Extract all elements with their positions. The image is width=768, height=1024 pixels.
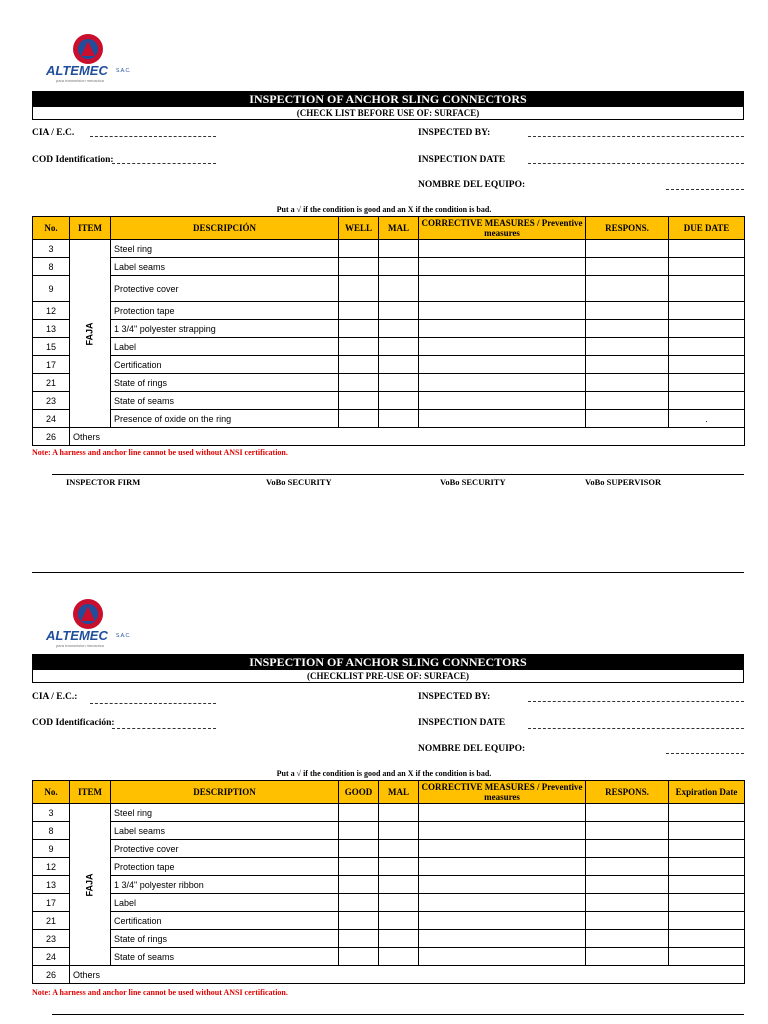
respons-cell[interactable] [586,822,669,840]
bad-cell[interactable] [379,912,419,930]
good-cell[interactable] [339,822,379,840]
row-number: 23 [33,392,70,410]
table-row [33,876,745,894]
col-item: ITEM [70,217,111,240]
inspected-by-label: INSPECTED BY: [418,692,491,702]
row-description: State of rings [111,374,339,392]
equipment-label: NOMBRE DEL EQUIPO: [418,180,526,190]
bad-cell[interactable] [379,822,419,840]
row-description: Presence of oxide on the ring [111,410,339,428]
svg-text:para transmision mecanica: para transmision mecanica [56,78,104,83]
signature-security-1: VoBo SECURITY [266,477,332,487]
row-number: 24 [33,948,70,966]
signature-supervisor: VoBo SUPERVISOR [585,477,662,487]
instruction-text: Put a √ if the condition is good and an X if the condition is bad. [276,205,492,214]
row-number: 12 [33,302,70,320]
table-row [33,912,745,930]
row-number: 9 [33,276,70,302]
row-number: 13 [33,320,70,338]
row-description: Protection tape [111,302,339,320]
inspection-date-label: INSPECTION DATE [418,155,506,165]
col-respons: RESPONS. [586,781,669,804]
row-description: Label [111,338,339,356]
table-row [33,804,745,822]
good-cell[interactable] [339,930,379,948]
signature-security-2: VoBo SECURITY [440,477,506,487]
row-description: Steel ring [111,804,339,822]
col-respons: RESPONS. [586,217,669,240]
ansi-note: Note: A harness and anchor line cannot be used without ANSI certification. [32,448,288,457]
col-no: No. [33,217,70,240]
respons-cell[interactable] [586,858,669,876]
col-measures: CORRECTIVE MEASURES / Preventive measures [419,217,586,240]
row-description: 1 3/4" polyester ribbon [111,876,339,894]
inspection-date-label: INSPECTION DATE [418,718,506,728]
col-bad: MAL [379,781,419,804]
row-description: State of seams [111,948,339,966]
measures-cell[interactable] [419,948,586,966]
table-row [33,948,745,966]
respons-cell[interactable] [586,840,669,858]
svg-text:S.A.C.: S.A.C. [116,633,131,639]
col-due-date: DUE DATE [669,217,745,240]
signature-line [52,1014,744,1015]
form-title: INSPECTION OF ANCHOR SLING CONNECTORS [32,91,744,107]
row-number: 9 [33,840,70,858]
col-item: ITEM [70,781,111,804]
good-cell[interactable] [339,948,379,966]
row-number: 26 [33,428,70,446]
measures-cell[interactable] [419,876,586,894]
cia-label: CIA / E.C. [32,128,75,138]
due-date-cell[interactable] [669,948,745,966]
good-cell[interactable] [339,804,379,822]
good-cell[interactable] [339,840,379,858]
respons-cell[interactable] [586,912,669,930]
row-number: 8 [33,822,70,840]
measures-cell[interactable] [419,840,586,858]
row-number: 3 [33,240,70,258]
inspection-date-field[interactable] [528,728,744,729]
respons-cell[interactable] [586,894,669,912]
others-label: Others [70,966,745,984]
row-number: 26 [33,966,70,984]
col-bad: MAL [379,217,419,240]
row-number: 15 [33,338,70,356]
due-date-cell[interactable] [669,912,745,930]
inspection-table [32,780,745,984]
row-description: Certification [111,912,339,930]
others-label: Others [70,428,745,446]
svg-text:S.A.C.: S.A.C. [116,68,131,74]
bad-cell[interactable] [379,930,419,948]
good-cell[interactable] [339,894,379,912]
row-number: 24 [33,410,70,428]
col-expiration-date: Expiration Date [669,781,745,804]
cod-field[interactable] [112,728,216,729]
measures-cell[interactable] [419,804,586,822]
form-title: INSPECTION OF ANCHOR SLING CONNECTORS [32,654,744,670]
due-date-cell[interactable] [669,840,745,858]
respons-cell[interactable] [586,804,669,822]
good-cell[interactable] [339,858,379,876]
inspected-by-field[interactable] [528,701,744,702]
cia-label: CIA / E.C.: [32,692,78,702]
item-group [70,804,111,966]
col-good: WELL [339,217,379,240]
measures-cell[interactable] [419,912,586,930]
due-date-cell[interactable] [669,858,745,876]
equipment-field[interactable] [666,753,744,754]
row-description: Protection tape [111,858,339,876]
row-description: State of seams [111,392,339,410]
col-good: GOOD [339,781,379,804]
form-subtitle: (CHECKLIST PRE-USE OF: SURFACE) [32,670,744,683]
signature-inspector: INSPECTOR FIRM [66,477,141,487]
bad-cell[interactable] [379,948,419,966]
table-row [33,894,745,912]
table-row-others [33,966,745,984]
due-date-cell[interactable] [669,822,745,840]
svg-text:ALTEMEC: ALTEMEC [46,628,108,643]
bad-cell[interactable] [379,840,419,858]
respons-cell[interactable] [586,930,669,948]
svg-text:para transmision mecanica: para transmision mecanica [56,643,104,648]
bad-cell[interactable] [379,804,419,822]
due-date-cell[interactable]: . [669,410,745,428]
row-number: 23 [33,930,70,948]
table-row [33,858,745,876]
bad-cell[interactable] [379,858,419,876]
row-number: 3 [33,804,70,822]
good-cell[interactable] [339,912,379,930]
cod-label: COD Identificación: [32,718,115,728]
col-description: DESCRIPCIÓN [111,217,339,240]
row-description: Protective cover [111,276,339,302]
col-description: DESCRIPTION [111,781,339,804]
respons-cell[interactable] [586,876,669,894]
cia-field[interactable] [90,703,216,704]
row-description: State of rings [111,930,339,948]
measures-cell[interactable] [419,822,586,840]
col-measures: CORRECTIVE MEASURES / Preventive measures [419,781,586,804]
row-description: Label seams [111,822,339,840]
ansi-note: Note: A harness and anchor line cannot be used without ANSI certification. [32,988,288,997]
due-date-cell[interactable] [669,804,745,822]
col-no: No. [33,781,70,804]
item-group-label: FAJA [84,321,95,346]
bad-cell[interactable] [379,876,419,894]
form-subtitle: (CHECK LIST BEFORE USE OF: SURFACE) [32,107,744,120]
equipment-label: NOMBRE DEL EQUIPO: [418,744,526,754]
cod-label: COD Identification: [32,155,114,165]
due-date-cell[interactable] [669,930,745,948]
row-description: Label [111,894,339,912]
altemec-logo [42,597,138,649]
row-number: 21 [33,912,70,930]
row-number: 8 [33,258,70,276]
row-description: Certification [111,356,339,374]
bad-cell[interactable] [379,894,419,912]
row-number: 21 [33,374,70,392]
measures-cell[interactable] [419,930,586,948]
table-row [33,822,745,840]
row-number: 12 [33,858,70,876]
table-row [33,840,745,858]
row-number: 17 [33,894,70,912]
row-description: 1 3/4" polyester strapping [111,320,339,338]
row-description: Protective cover [111,840,339,858]
due-date-cell[interactable] [669,876,745,894]
instruction-text: Put a √ if the condition is good and an X if the condition is bad. [276,769,492,778]
due-date-cell[interactable] [669,894,745,912]
row-description: Steel ring [111,240,339,258]
inspected-by-label: INSPECTED BY: [418,128,491,138]
svg-text:ALTEMEC: ALTEMEC [46,63,108,78]
measures-cell[interactable] [419,894,586,912]
item-group-label: FAJA [84,872,95,897]
row-number: 17 [33,356,70,374]
row-description: Label seams [111,258,339,276]
measures-cell[interactable] [419,858,586,876]
table-row [33,930,745,948]
row-number: 13 [33,876,70,894]
respons-cell[interactable] [586,948,669,966]
good-cell[interactable] [339,876,379,894]
